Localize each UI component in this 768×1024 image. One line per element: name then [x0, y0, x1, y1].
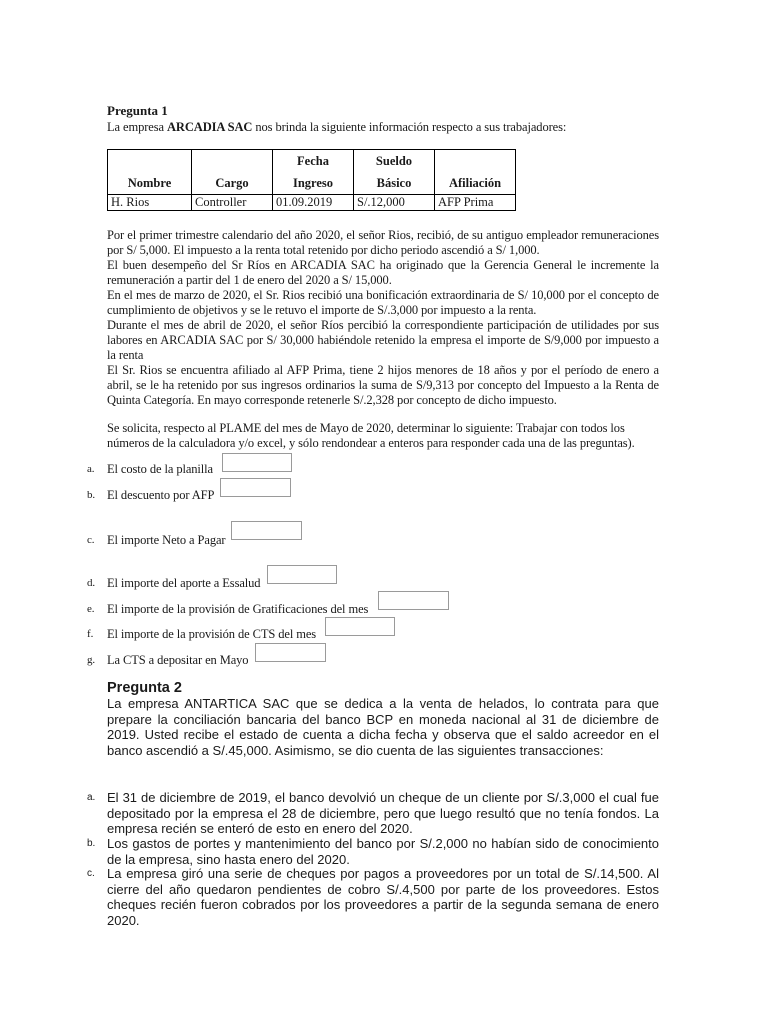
answer-input-b[interactable] [220, 478, 291, 497]
paragraph: El buen desempeño del Sr Ríos en ARCADIA SAC ha originado que la Gerencia General le incremente la remuneración a partir del 1 de enero del 2020 a S/ 15,000. [107, 258, 659, 287]
intro-text-post: nos brinda la siguiente información respecto a sus trabajadores: [252, 120, 567, 134]
item-text: La empresa giró una serie de cheques por pagos a proveedores por un total de S/.14,500. Al cierre del año quedaron pendientes de cobro S/.4,500 por parte de los proveedores. Estos cheques recién fueron cobrados por los proveedores a partir de la segunda semana de enero 2020. [107, 866, 659, 928]
paragraph: Durante el mes de abril de 2020, el señor Ríos percibió la correspondiente participación de utilidades por sus labores en ARCADIA SAC por S/ 30,000 habiéndole retenido la empresa el importe de S/9,000 por impuesto a la renta [107, 318, 659, 362]
item-letter: b. [87, 838, 96, 849]
item-letter: f. [87, 628, 94, 640]
paragraph: Por el primer trimestre calendario del año 2020, el señor Rios, recibió, de su antiguo empleador remuneraciones por S/ 5,000. El impuesto a la renta total retenido por dicho periodo ascendió a S/ 1,000. [107, 228, 659, 257]
paragraph: En el mes de marzo de 2020, el Sr. Rios recibió una bonificación extraordinaria de S/ 10,000 por el concepto de cumplimiento de objetivos y se le retuvo el importe de S/.3,000 por impuesto a la renta. [107, 288, 659, 317]
item-letter: a. [87, 463, 95, 475]
company-name: ARCADIA SAC [166, 120, 253, 134]
header-fecha-ingreso: Fecha Ingreso [273, 150, 354, 195]
cell-nombre: H. Rios [108, 195, 192, 211]
header-cargo: Cargo [192, 150, 273, 195]
question-1-request: Se solicita, respecto al PLAME del mes de Mayo de 2020, determinar lo siguiente: Trabajar con todos los números de la calculadora y/o excel, y sólo rendondear a enteros para responder cada una de las preguntas). [107, 421, 635, 450]
header-nombre: Nombre [108, 150, 192, 195]
answer-input-g[interactable] [255, 643, 326, 662]
item-letter: g. [87, 654, 96, 666]
item-letter: c. [87, 868, 95, 879]
cell-cargo: Controller [192, 195, 273, 211]
item-letter: e. [87, 603, 95, 615]
item-letter: d. [87, 577, 96, 589]
question-1-intro [107, 120, 566, 135]
item-letter: a. [87, 792, 96, 803]
item-letter: c. [87, 534, 95, 546]
item-text: El importe de la provisión de CTS del mes [107, 627, 317, 641]
answer-input-d[interactable] [267, 565, 337, 584]
header-sueldo-basico: Sueldo Básico [354, 150, 435, 195]
question-2-intro: La empresa ANTARTICA SAC que se dedica a la venta de helados, lo contrata para que prepare la conciliación bancaria del banco BCP en moneda nacional al 31 de diciembre de 2019. Usted recibe el estado de cuenta a dicha fecha y observa que el saldo acreedor en el banco ascendió a S/.45,000. Asimismo, se dio cuenta de las siguientes transacciones: [107, 696, 659, 758]
item-text: El 31 de diciembre de 2019, el banco devolvió un cheque de un cliente por S/.3,000 el cual fue depositado por la empresa el 28 de diciembre, pero que luego resultó que no tenía fondos. La empresa recién se enteró de esto en enero del 2020. [107, 790, 659, 836]
employee-table [107, 149, 516, 211]
paragraph: El Sr. Rios se encuentra afiliado al AFP Prima, tiene 2 hijos menores de 18 años y por el período de enero a abril, se le ha retenido por sus ingresos ordinarios la suma de S/9,313 por concepto del Impuesto a la Renta de Quinta Categoría. En mayo corresponde retenerle S/.2,328 por concepto de dicho impuesto. [107, 363, 659, 407]
answer-input-a[interactable] [222, 453, 292, 472]
table-row [108, 195, 516, 211]
item-letter: b. [87, 489, 96, 501]
header-afiliacion: Afiliación [435, 150, 516, 195]
intro-text-pre: La empresa [107, 120, 167, 134]
item-text: El importe Neto a Pagar [107, 533, 226, 547]
cell-fecha: 01.09.2019 [273, 195, 354, 211]
question-1-body [107, 228, 659, 408]
item-text: El costo de la planilla [107, 462, 214, 476]
table-header-row [108, 150, 516, 195]
item-text: El importe del aporte a Essalud [107, 576, 261, 590]
answer-input-c[interactable] [231, 521, 302, 540]
cell-sueldo: S/.12,000 [354, 195, 435, 211]
answer-input-f[interactable] [325, 617, 395, 636]
question-2-title: Pregunta 2 [107, 680, 182, 696]
item-text: La CTS a depositar en Mayo [107, 653, 249, 667]
question-1-title: Pregunta 1 [107, 103, 168, 118]
item-text: El importe de la provisión de Gratificaciones del mes [107, 602, 369, 616]
item-text: El descuento por AFP [107, 488, 215, 502]
item-text: Los gastos de portes y mantenimiento del banco por S/.2,000 no habían sido de conocimiento de la empresa, sino hasta enero del 2020. [107, 836, 659, 867]
cell-afiliacion: AFP Prima [435, 195, 516, 211]
answer-input-e[interactable] [378, 591, 449, 610]
